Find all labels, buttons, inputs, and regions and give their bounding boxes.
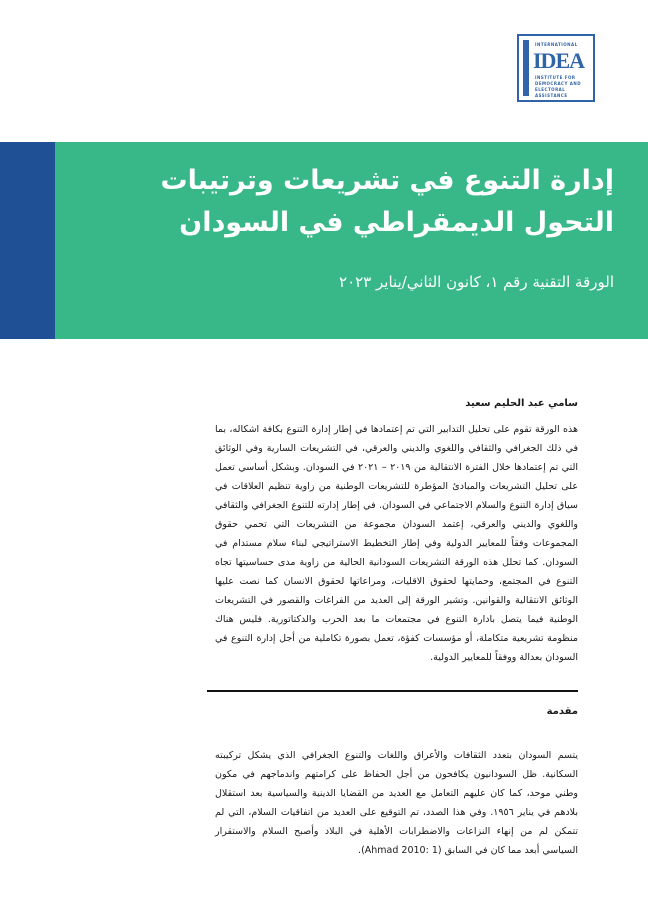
section-heading: مقدمة (546, 706, 578, 717)
abstract-paragraph: هذه الورقة تقوم على تحليل التدابير التي تم إعتمادها في إطار إدارة التنوع بكافة اشكاله، بما في ذلك الجغرافي والثقافي واللغوي والديني والعرقي، في التشريعات السارية وفي الوثائق التي تم إعتمادها خلال الفترة الانتقالية من ٢٠١٩ – ٢٠٢١ في السودان. وبشكل أساسي تعمل على تحليل التشريعات والمبادئ المؤطرة للتشريعات الوطنية من زاوية تنظيم العلاقات في سياق إدارة التنوع والسلام الاجتماعي في السودان. في إطار إدارته للتنوع الجغرافي والثقافي واللغوي والديني والعرقي، إعتمد السودان مجموعة من التشريعات التي تحمي حقوق المجموعات وفقاً للمعايير الدولية وفي إطار التخطيط الاستراتيجي لبناء سلام مستدام في السودان. كما تحلل هذه الورقة التشريعات السودانية الحالية من زاوية مدى حساسيتها تجاه التنوع في المجتمع، وحمايتها لحقوق الاقليات، ومراعاتها لحقوق الانسان كما نصت عليها الوثائق الانتقالية والقوانين. وتشير الورقة إلى العديد من الفراغات والقصور في التشريعات الوطنية فيما يتصل بادارة التنوع في مجتمعات ما بعد الحرب والدكتاتورية. فليس هناك منظومة تشريعية متكاملة، أو مؤسسات كفؤة، تعمل بصورة تكاملية من أجل إدارة التنوع في السودان بعدالة ووفقاً للمعايير الدولية. (215, 424, 578, 663)
logo-top-text: INTERNATIONAL (535, 42, 578, 47)
logo-band (523, 40, 529, 96)
hero-side-strip (0, 142, 55, 339)
idea-logo (517, 34, 595, 102)
logo-main-text: IDEA (533, 48, 585, 73)
logo-line-1: INSTITUTE FOR (535, 75, 576, 80)
page-title: إدارة التنوع في تشريعات وترتيبات التحول الديمقراطي في السودان (160, 165, 614, 238)
intro-paragraph: يتسم السودان بتعدد الثقافات والأعراق واللغات والتنوع الجغرافي الذي يشكل تركيبته السكانية. ظل السودانيون يكافحون من أجل الحفاظ على كرامتهم واندماجهم في مكون وطني موحد، كما كان عليهم التعامل مع العديد من القضايا الدينية والسياسية بعد استقلال بلادهم في يناير ١٩٥٦. وفي هذا الصدد، تم التوقيع على العديد من اتفاقيات السلام، التي لم تتمكن لم من إنهاء النزاعات والاضطرابات الأهلية في البلاد وأصبح السلام والاستقرار السياسي أبعد مما كان في السابق (Ahmad 2010: 1). (215, 750, 578, 856)
logo-line-2: DEMOCRACY AND (535, 81, 582, 86)
section-divider (207, 690, 578, 692)
author-name: سامي عبد الحليم سعيد (465, 398, 578, 409)
page-subtitle: الورقة التقنية رقم ١، كانون الثاني/يناير ٢٠٢٣ (339, 273, 614, 291)
logo-line-4: ASSISTANCE (535, 93, 568, 98)
logo-line-3: ELECTORAL (535, 87, 566, 92)
